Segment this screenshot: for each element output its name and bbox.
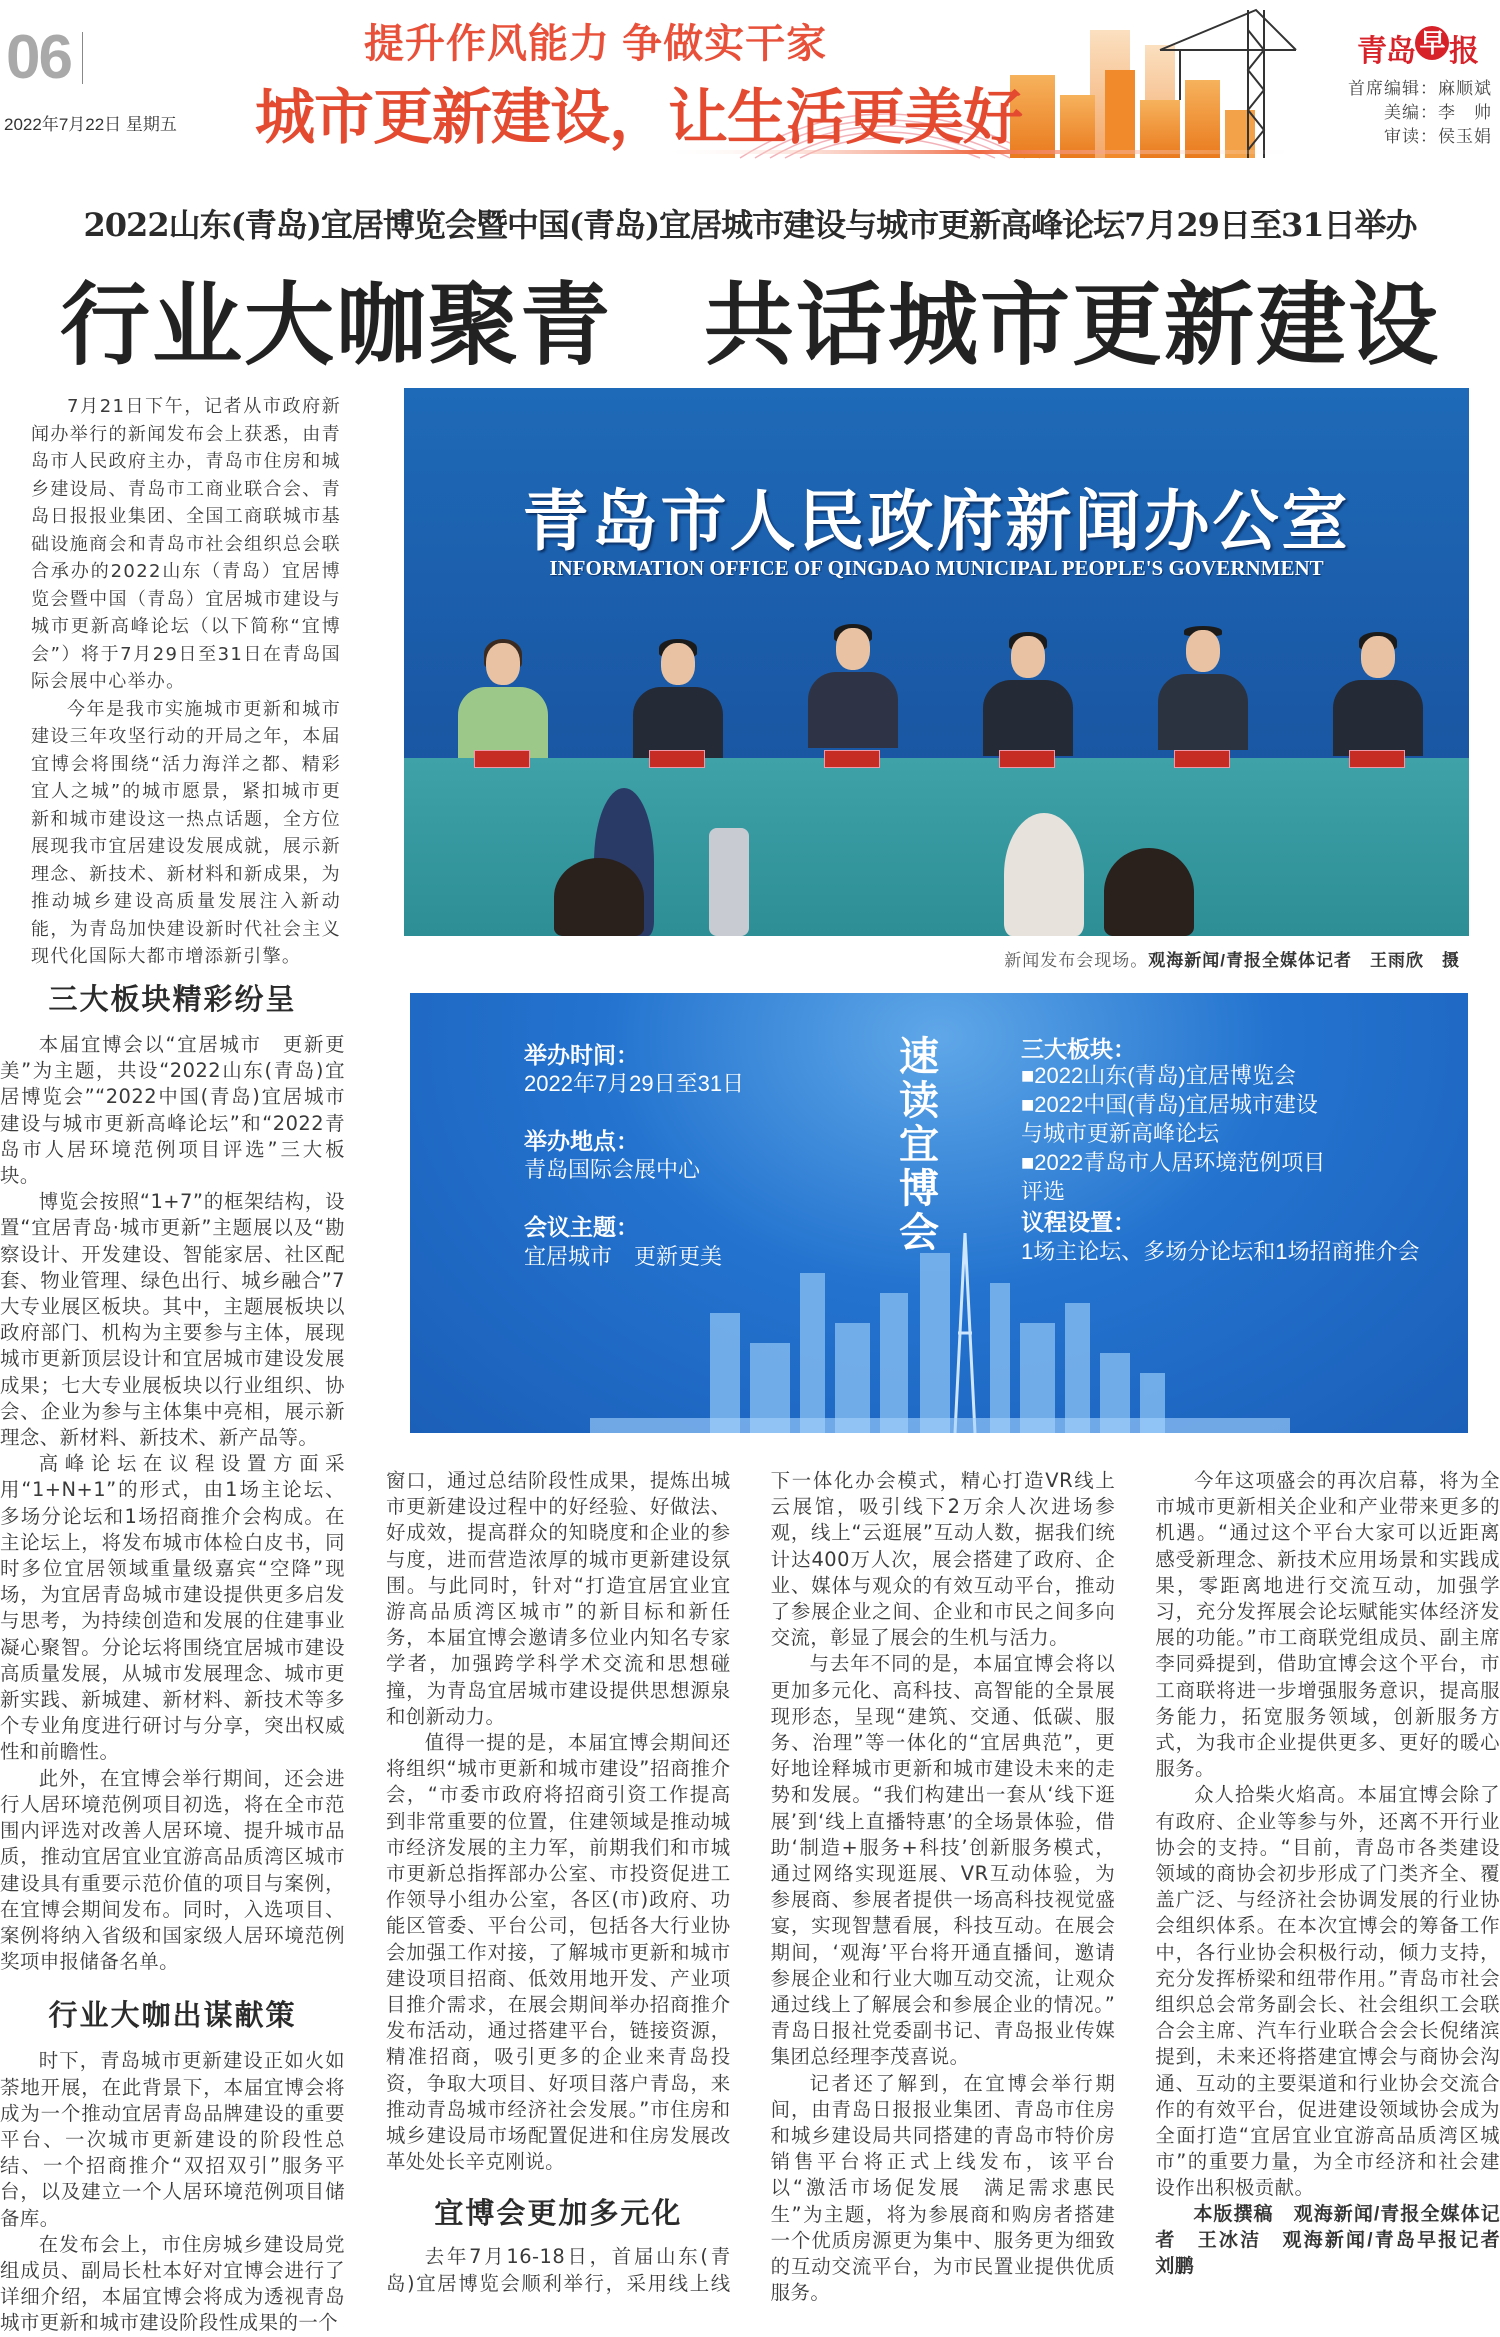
paragraph: 高峰论坛在议程设置方面采用“1+N+1”的形式，由1场主论坛、多场分论坛和1场招商推介会构成。在主论坛上，将发布城市体检白皮书，同时多位宜居领域重量级嘉宾“空降”现场，为宜居青岛城市建设提供更多启发与思考，为持续创造和发展的住建事业凝心聚智。分论坛将围绕宜居城市建设高质量发展，从城市发展理念、城市更新实践、新城建、新材料、新技术等多个专业角度进行研讨与分享，突出权威性和前瞻性。 (0, 1452, 345, 1764)
issue-date: 2022年7月22日 星期五 (4, 115, 177, 134)
paragraph: 值得一提的是，本届宜博会期间还将组织“城市更新和城市建设”招商推介会，“市委市政府将招商引资工作提高到非常重要的位置，住建领域是推动城市经济发展的主力军，前期我们和市城市更新总指挥部办公室、市投资促进工作领导小组办公室，各区(市)政府、功能区管委、平台公司，包括各大行业协会加强工作对接，了解城市更新和城市建设项目招商、低效用地开发、产业项目推介需求，在展会期间举办招商推介发布活动，通过搭建平台，链接资源，精准招商，吸引更多的企业来青岛投资，争取大项目、好项目落户青岛，来推动青岛城市经济社会发展。”市住房和城乡建设局市场配置促进和住房发展改革处处长辛克刚说。 (386, 1731, 731, 2174)
byline: 本版撰稿 观海新闻/青报全媒体记者 王冰洁 观海新闻/青岛早报记者 刘鹏 (1155, 2203, 1500, 2278)
speaker (454, 643, 550, 763)
quick-read-title: 速读宜博会 (899, 1035, 939, 1255)
caption-text: 新闻发布会现场。 (1004, 951, 1149, 970)
time-label: 举办时间： (524, 1042, 639, 1069)
audience-member (1004, 813, 1084, 936)
paragraph: 与去年不同的是，本届宜博会将以更加多元化、高科技、高智能的全景展现形态，呈现“建筑、交通、低碳、服务、治理”等一体化的“宜居典范”，更好地诠释城市更新和城市建设未来的走势和发展。“我们构建出一套从‘线下逛展’到‘线上直播特惠’的全场景体验，借助‘制造+服务+科技’创新服务模式，通过网络实现逛展、VR互动体验，为参展商、参展者提供一场高科技视觉盛宴，实现智慧看展，科技互动。在展会期间，‘观海’平台将开通直播间，邀请参展企业和行业大咖互动交流，让观众通过线上了解展会和参展企业的情况。” 青岛日报社党委副书记、青岛报业传媒集团总经理李茂喜说。 (770, 1652, 1116, 2069)
speaker (629, 643, 725, 763)
page-number: 06 (6, 23, 71, 92)
nameplate (824, 750, 880, 768)
article-subtitle: 2022山东(青岛)宜居博览会暨中国(青岛)宜居城市建设与城市更新高峰论坛7月29日至31日举办 (83, 206, 1417, 244)
theme-label: 会议主题： (524, 1214, 639, 1241)
nameplate (474, 750, 530, 768)
paragraph: 今年是我市实施城市更新和城市建设三年攻坚行动的开局之年，本届宜博会将围绕“活力海洋之都、精彩宜人之城”的城市愿景，紧扣城市更新和城市建设这一热点话题，全方位展现我市宜居建设发展成就，展示新理念、新技术、新材料和新成果，为推动城乡建设高质量发展注入新动能，为青岛加快建设新时代社会主义现代化国际大都市增添新引擎。 (31, 698, 341, 967)
speaker (1329, 636, 1425, 756)
speaker (804, 628, 900, 748)
section-item: ■2022山东(青岛)宜居博览会 (1021, 1063, 1296, 1088)
nameplate (999, 750, 1055, 768)
sections-label: 三大板块： (1021, 1036, 1136, 1063)
nameplate (1174, 750, 1230, 768)
building (1140, 100, 1180, 158)
time-value: 2022年7月29日至31日 (524, 1071, 745, 1096)
thermos (709, 828, 749, 936)
section-heading: 三大板块精彩纷呈 (48, 984, 297, 1016)
page-number-divider (82, 32, 83, 84)
agenda-value: 1场主论坛、多场分论坛和1场招商推介会 (1021, 1239, 1420, 1264)
backdrop-title: 青岛市人民政府新闻办公室 (522, 484, 1351, 558)
chief-editor: 首席编辑：麻顺斌 (1348, 79, 1492, 98)
audience-member (554, 858, 644, 936)
audience-member (1104, 848, 1194, 936)
newspaper-logo: 青岛 早 报 (1357, 28, 1478, 68)
section-item: ■2022青岛市人居环境范例项目评选 (1021, 1150, 1326, 1204)
paragraph: 此外，在宜博会举行期间，还会进行人居环境范例项目初选，将在全市范围内评选对改善人居环境、提升城市品质，推动宜居宜业宜游高品质湾区城市建设具有重要示范价值的项目与案例，在宜博会期间发布。同时，入选项目、案例将纳入省级和国家级人居环境范例奖项申报储备名单。 (0, 1766, 345, 1974)
speaker (1154, 630, 1250, 750)
quick-read-box (410, 993, 1468, 1433)
article-headline: 行业大咖聚青 共话城市更新建设 (60, 276, 1440, 376)
tv-tower (955, 1233, 975, 1433)
slogan-top: 提升作风能力 争做实干家 (364, 22, 828, 66)
intro-column (31, 393, 341, 971)
nameplate (649, 750, 705, 768)
paragraph: 今年这项盛会的再次启幕，将为全市城市更新相关企业和产业带来更多的机遇。“通过这个平台大家可以近距离感受新理念、新技术应用场景和实践成果，零距离地进行交流互动，加强学习，充分发挥展会论坛赋能实体经济发展的功能。”市工商联党组成员、副主席李同舜提到，借助宜博会这个平台，市工商联将进一步增强服务意识，提高服务能力，拓宽服务领域，创新服务方式，为我市企业提供更多、更好的暖心服务。 (1155, 1469, 1500, 1781)
paragraph: 7月21日下午，记者从市政府新闻办举行的新闻发布会上获悉，由青岛市人民政府主办，青岛市住房和城乡建设局、青岛市工商业联合会、青岛日报报业集团、全国工商联城市基础设施商会和青岛市社会组织总会联合承办的2022山东（青岛）宜居博览会暨中国（青岛）宜居城市建设与城市更新高峰论坛（以下简称“宜博会”）将于7月29日至31日在青岛国际会展中心举办。 (31, 396, 341, 692)
paragraph: 在发布会上，市住房城乡建设局党组成员、副局长杜本好对宜博会进行了详细介绍，本届宜博会将成为透视青岛城市更新和城市建设阶段性成果的一个 (0, 2232, 345, 2335)
paragraph: 众人拾柴火焰高。本届宜博会除了有政府、企业等参与外，还离不开行业协会的支持。“目前，青岛市各类建设领域的商协会初步形成了门类齐全、覆盖广泛、与经济社会协调发展的行业协会组织体系。在本次宜博会的筹备工作中，各行业协会积极行动，倾力支持，充分发挥桥梁和纽带作用。”青岛市社会组织总会常务副会长、社会组织工会联合会主席、汽车行业联合会会长倪绪滨提到，未来还将搭建宜博会与商协会沟通、互动的主要渠道和行业协会交流合作的有效平台，促进建设领域协会成为全面打造“宜居宜业宜游高品质湾区城市”的重要力量，为全市经济和社会建设作出积极贡献。 (1155, 1783, 1500, 2200)
building (1060, 95, 1095, 158)
art-editor: 美编：李 帅 (1384, 103, 1492, 122)
proofreader: 审读：侯玉娟 (1384, 127, 1492, 146)
press-conference-photo (404, 388, 1469, 936)
building (1105, 70, 1135, 158)
nameplate (1349, 750, 1405, 768)
paragraph: 窗口，通过总结阶段性成果，提炼出城市更新建设过程中的好经验、好做法、好成效，提高群众的知晓度和企业的参与度，进而营造浓厚的城市更新建设氛围。与此同时，针对“打造宜居宜业宜游高品质湾区城市”的新目标和新任务，本届宜博会邀请多位业内知名专家学者，加强跨学科学术交流和思想碰撞，为青岛宜居城市建设提供思想源泉和创新动力。 (386, 1469, 731, 1728)
venue-label: 举办地点： (524, 1128, 639, 1155)
backdrop-subtitle: INFORMATION OFFICE OF QINGDAO MUNICIPAL PEOPLE'S GOVERNMENT (549, 556, 1324, 580)
paragraph: 本届宜博会以“宜居城市 更新更美”为主题，共设“2022山东(青岛)宜居博览会”“2022中国(青岛)宜居城市建设与城市更新高峰论坛”和“2022青岛市人居环境范例项目评选”三大板块。 (0, 1033, 345, 1188)
slogan-main: 城市更新建设，让生活更美好 (255, 83, 1022, 153)
section-item: ■2022中国(青岛)宜居城市建设与城市更新高峰论坛 (1021, 1092, 1318, 1146)
paragraph: 博览会按照“1+7”的框架结构，设置“宜居青岛·城市更新”主题展以及“勘察设计、开发建设、智能家居、社区配套、物业管理、绿色出行、城乡融合”7大专业展区板块。其中，主题展板块以政府部门、机构为主要参与主体，展现城市更新顶层设计和宜居城市建设发展成果；七大专业展板块以行业组织、协会、企业为参与主体集中亮相，展示新理念、新材料、新技术、新产品等。 (0, 1190, 345, 1450)
paragraph: 去年7月16-18日，首届山东(青岛)宜居博览会顺利举行，采用线上线下一体化办会模式，精心打造VR线上云展馆，吸引线下2万余人次进场参观，线上“云逛展”互动人数，据我们统计达400万人次，展会搭建了政府、企业、媒体与观众的有效互动平台，推动了参展企业之间、企业和市民之间多向交流，彰显了展会的生机与活力。 (386, 1469, 1116, 2295)
article-columns (386, 1468, 1500, 2307)
paragraph: 记者还了解到，在宜博会举行期间，由青岛日报报业集团、青岛市住房和城乡建设局共同搭建的青岛市特价房销售平台将正式上线发布，该平台以“激活市场促发展 满足需求惠民生”为主题，将为参展商和购房者搭建一个优质房源更为集中、服务更为细致的互动交流平台，为市民置业提供优质服务。 (770, 2071, 1116, 2305)
paragraph: 时下，青岛城市更新建设正如火如荼地开展，在此背景下，本届宜博会将成为一个推动宜居青岛品牌建设的重要平台、一次城市更新建设的阶段性总结、一个招商推介“双招双引”服务平台，以及建立一个人居环境范例项目储备库。 (0, 2049, 345, 2230)
section-heading: 宜博会更加多元化 (434, 2198, 683, 2231)
sections-list (1021, 1061, 1331, 1206)
building (1185, 80, 1220, 158)
theme-value: 宜居城市 更新更美 (524, 1244, 723, 1269)
venue-value: 青岛国际会展中心 (524, 1157, 701, 1182)
photo-caption (1004, 946, 1460, 971)
left-column (0, 975, 345, 2337)
photo-credit: 观海新闻/青报全媒体记者 王雨欣 摄 (1148, 951, 1460, 970)
speaker (979, 636, 1075, 756)
section-heading: 行业大咖出谋献策 (48, 2000, 297, 2033)
agenda-label: 议程设置： (1021, 1209, 1136, 1236)
